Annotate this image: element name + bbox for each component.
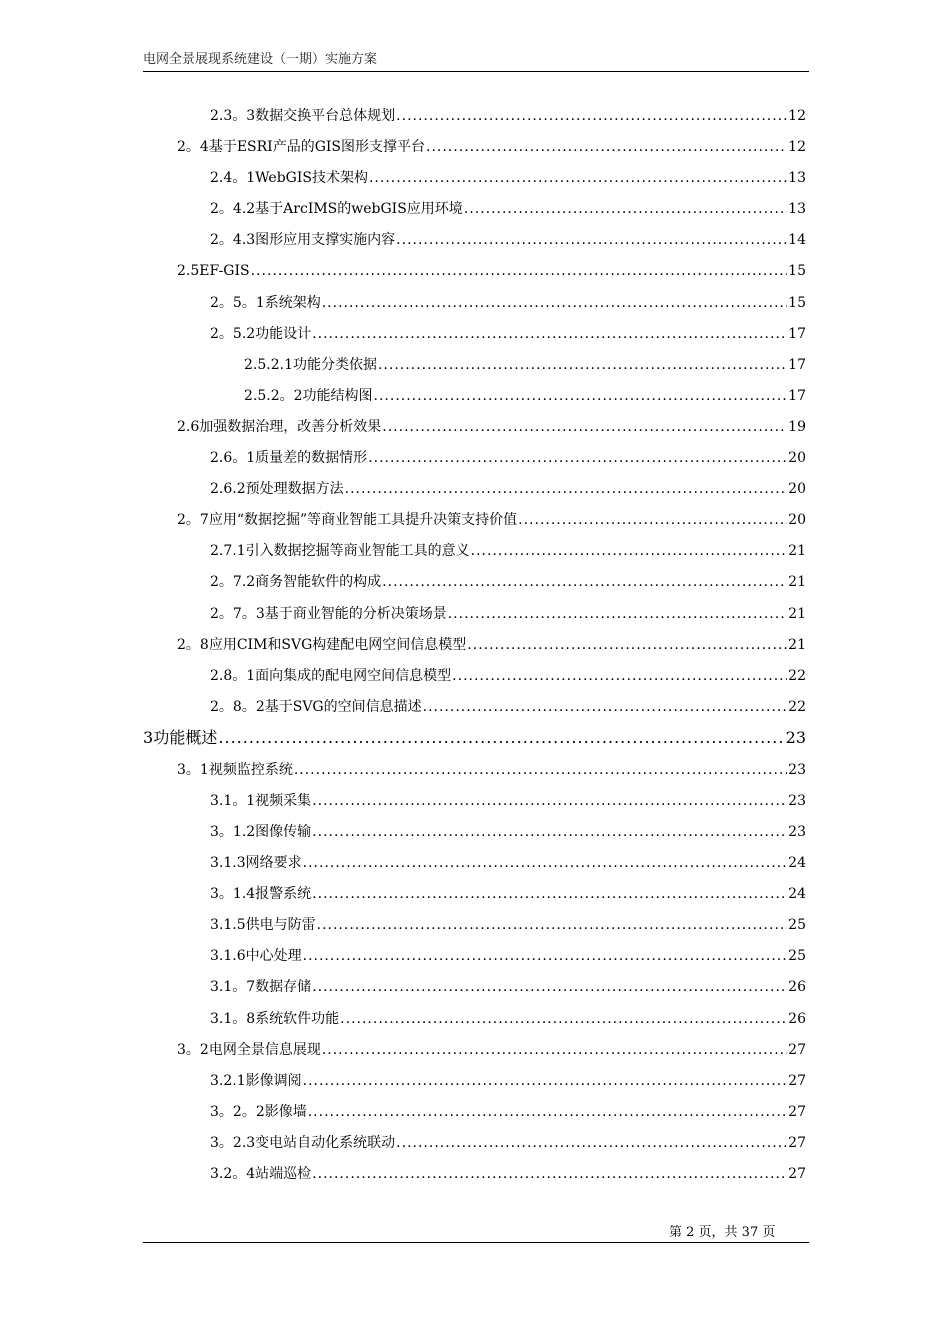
toc-entry-number: 2.5.2。2 [244,388,303,404]
toc-entry-number: 3。2.3 [210,1135,256,1151]
toc-entry[interactable] [210,294,806,312]
toc-entry-page: 22 [788,699,806,715]
toc-dot-leader [312,823,787,841]
toc-entry-title: 基于SVG的空间信息描述 [264,699,422,715]
toc-dot-leader [303,854,788,872]
toc-entry-title: 供电与防雷 [245,917,316,933]
toc-dot-leader [322,294,787,312]
toc-entry-title: 商务智能软件的构成 [255,574,382,590]
toc-entry[interactable] [143,728,806,748]
toc-entry-number: 3。1 [177,762,209,778]
toc-entry-number: 2.8。1 [210,668,256,684]
toc-entry-page: 15 [788,263,806,279]
toc-entry-page: 13 [788,170,806,186]
toc-entry-title: WebGIS技术架构 [255,170,368,186]
toc-entry-title: 变电站自动化系统联动 [255,1135,396,1151]
toc-entry-page: 24 [788,855,806,871]
toc-entry-number: 2.3。3 [210,108,256,124]
toc-entry-number: 2。4 [177,139,209,155]
toc-dot-leader [467,636,787,654]
toc-dot-leader [452,667,787,685]
toc-entry-page: 23 [788,762,806,778]
toc-dot-leader [312,978,787,996]
toc-dot-leader [448,605,787,623]
toc-entry[interactable] [210,573,806,591]
toc-entry[interactable] [177,761,806,779]
toc-entry-page: 26 [788,1011,806,1027]
toc-entry-number: 3。2 [177,1042,209,1058]
toc-entry[interactable] [210,480,806,498]
toc-entry[interactable] [210,542,806,560]
toc-entry[interactable] [210,792,806,810]
toc-entry[interactable] [244,356,806,374]
toc-entry-page: 21 [788,637,806,653]
toc-dot-leader [251,262,788,280]
toc-entry-title: 功能设计 [255,326,312,342]
toc-entry-number: 2。7。3 [210,606,265,622]
toc-entry-number: 2.7.1 [210,543,246,559]
toc-entry-title: 影像调阅 [245,1073,302,1089]
toc-entry-number: 3。1.4 [210,886,256,902]
toc-dot-leader [312,885,787,903]
toc-entry-number: 2.4。1 [210,170,256,186]
toc-entry-title: 基于ESRI产品的GIS图形支撑平台 [208,139,426,155]
toc-entry[interactable] [177,138,806,156]
toc-entry[interactable] [210,667,806,685]
toc-entry-number: 2。4.3 [210,232,256,248]
toc-entry[interactable] [210,978,806,996]
toc-dot-leader [464,200,787,218]
footer-divider [143,1242,809,1243]
toc-dot-leader [423,698,788,716]
toc-entry-title: 影像墙 [264,1104,307,1120]
toc-dot-leader [378,356,787,374]
toc-dot-leader [471,542,788,560]
toc-entry[interactable] [210,449,806,467]
toc-entry-page: 25 [788,917,806,933]
toc-dot-leader [382,418,787,436]
toc-entry-page: 21 [788,574,806,590]
toc-entry-title: 图形应用支撑实施内容 [255,232,396,248]
toc-entry-page: 17 [788,388,806,404]
toc-entry-title: 面向集成的配电网空间信息模型 [255,668,452,684]
toc-entry[interactable] [177,1041,806,1059]
toc-entry-page: 12 [788,139,806,155]
toc-entry-page: 20 [788,512,806,528]
toc-entry-number: 3。1.2 [210,824,256,840]
toc-dot-leader [294,761,787,779]
toc-entry[interactable] [210,1072,806,1090]
toc-dot-leader [218,728,784,748]
toc-entry-number: 2.6.2 [210,481,246,497]
toc-entry-number: 3.2.1 [210,1073,246,1089]
toc-entry-number: 3 [143,728,154,747]
toc-entry-page: 26 [788,979,806,995]
toc-entry-page: 27 [788,1042,806,1058]
toc-entry-page: 21 [788,543,806,559]
toc-dot-leader [368,449,787,467]
toc-entry-number: 2。7 [177,512,209,528]
toc-dot-leader [382,573,787,591]
toc-entry[interactable] [210,947,806,965]
toc-entry-number: 2.6 [177,419,200,435]
toc-entry-title: 应用“数据挖掘”等商业智能工具提升决策支持价值 [208,512,518,528]
toc-entry-number: 2。7.2 [210,574,256,590]
toc-dot-leader [396,107,787,125]
toc-dot-leader [322,1041,787,1059]
toc-dot-leader [303,947,788,965]
toc-entry[interactable] [210,325,806,343]
toc-entry[interactable] [210,823,806,841]
toc-entry-page: 27 [788,1135,806,1151]
toc-entry-page: 20 [788,481,806,497]
toc-entry[interactable] [210,885,806,903]
toc-entry[interactable] [177,262,806,280]
toc-entry[interactable] [177,636,806,654]
toc-entry-title: 加强数据治理，改善分析效果 [199,419,382,435]
toc-entry-page: 21 [788,606,806,622]
toc-entry-number: 2。5。1 [210,295,265,311]
toc-entry-title: 应用CIM和SVG构建配电网空间信息模型 [208,637,467,653]
toc-entry-title: 电网全景信息展现 [208,1042,321,1058]
toc-entry-number: 2。8。2 [210,699,265,715]
toc-entry-number: 3.1.3 [210,855,246,871]
toc-entry-number: 2。4.2 [210,201,256,217]
toc-entry-title: 基于商业智能的分析决策场景 [264,606,447,622]
toc-entry[interactable] [210,1010,806,1028]
toc-entry-page: 23 [788,793,806,809]
toc-dot-leader [340,1010,787,1028]
toc-entry[interactable] [210,1165,806,1183]
toc-entry-number: 3.1.6 [210,948,246,964]
toc-entry-page: 20 [788,450,806,466]
toc-entry[interactable] [210,1134,806,1152]
toc-entry[interactable] [210,698,806,716]
toc-entry-page: 25 [788,948,806,964]
toc-entry-number: 3.1.5 [210,917,246,933]
toc-entry-title: 站端巡检 [255,1166,312,1182]
toc-dot-leader [426,138,787,156]
toc-entry-number: 2.5 [177,263,200,279]
toc-entry-title: 系统架构 [264,295,321,311]
toc-dot-leader [312,1165,787,1183]
toc-dot-leader [317,916,788,934]
toc-dot-leader [312,792,787,810]
toc-entry[interactable] [177,511,806,529]
toc-dot-leader [396,231,787,249]
toc-entry-number: 3.1。8 [210,1011,256,1027]
toc-dot-leader [396,1134,787,1152]
toc-entry-title: EF-GIS [199,263,250,279]
toc-entry-page: 23 [785,728,806,747]
toc-entry-page: 15 [788,295,806,311]
toc-entry-title: 质量差的数据情形 [255,450,368,466]
toc-entry-title: 预处理数据方法 [245,481,344,497]
toc-entry-page: 12 [788,108,806,124]
toc-dot-leader [518,511,787,529]
toc-entry-page: 17 [788,357,806,373]
toc-entry-page: 27 [788,1166,806,1182]
toc-entry[interactable] [210,231,806,249]
toc-dot-leader [303,1072,788,1090]
toc-dot-leader [369,169,787,187]
toc-entry-page: 13 [788,201,806,217]
toc-entry-title: 视频监控系统 [208,762,293,778]
toc-entry-number: 3.2。4 [210,1166,256,1182]
toc-entry-page: 22 [788,668,806,684]
toc-entry[interactable] [210,916,806,934]
toc-entry-page: 17 [788,326,806,342]
toc-entry[interactable] [210,200,806,218]
toc-entry-title: 基于ArcIMS的webGIS应用环境 [255,201,463,217]
toc-dot-leader [312,325,787,343]
toc-entry-page: 23 [788,824,806,840]
toc-entry-number: 3.1。1 [210,793,256,809]
toc-entry-title: 中心处理 [245,948,302,964]
toc-entry[interactable] [210,1103,806,1121]
toc-entry[interactable] [210,605,806,623]
toc-entry-title: 图像传输 [255,824,312,840]
toc-entry-page: 19 [788,419,806,435]
toc-entry-page: 14 [788,232,806,248]
toc-entry-page: 27 [788,1073,806,1089]
toc-entry[interactable] [210,169,806,187]
toc-entry-number: 2.5.2.1 [244,357,293,373]
toc-entry-title: 数据交换平台总体规划 [255,108,396,124]
toc-entry-number: 2。8 [177,637,209,653]
toc-dot-leader [345,480,788,498]
toc-entry-number: 3。2。2 [210,1104,265,1120]
toc-entry[interactable] [244,387,806,405]
toc-entry-page: 24 [788,886,806,902]
toc-entry-title: 功能结构图 [302,388,373,404]
toc-entry-number: 2.6。1 [210,450,256,466]
page-footer: 第 2 页，共 37 页 [669,1225,776,1240]
toc-entry-title: 报警系统 [255,886,312,902]
toc-dot-leader [308,1103,787,1121]
toc-entry[interactable] [177,418,806,436]
toc-entry-page: 27 [788,1104,806,1120]
toc-dot-leader [374,387,788,405]
toc-entry[interactable] [210,107,806,125]
toc-entry-title: 数据存储 [255,979,312,995]
toc-entry-title: 网络要求 [245,855,302,871]
toc-entry-title: 引入数据挖掘等商业智能工具的意义 [245,543,470,559]
toc-entry-title: 视频采集 [255,793,312,809]
toc-entry-title: 系统软件功能 [255,1011,340,1027]
toc-entry-title: 功能分类依据 [292,357,377,373]
header-title: 电网全景展现系统建设（一期）实施方案 [143,52,378,67]
toc-entry[interactable] [210,854,806,872]
toc-entry-number: 3.1。7 [210,979,256,995]
toc-entry-number: 2。5.2 [210,326,256,342]
toc-entry-title: 功能概述 [153,728,218,747]
